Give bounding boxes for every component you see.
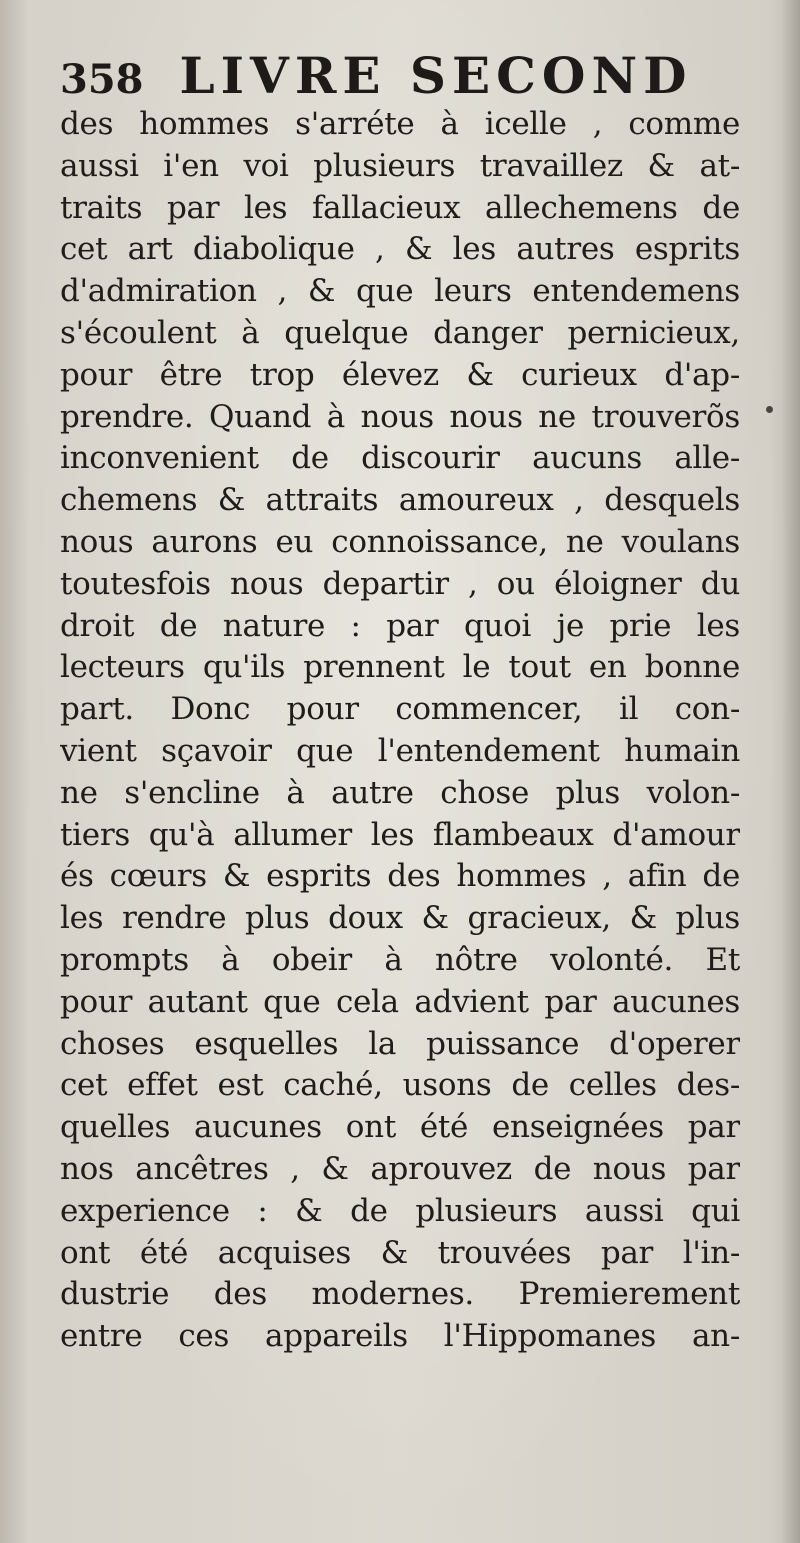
text-line: vient sçavoir que l'entendement humain: [60, 732, 740, 769]
text-line: ont été acquises & trouvées par l'in-: [60, 1234, 740, 1271]
text-line: dustrie des modernes. Premierement: [60, 1276, 740, 1313]
text-line: cet art diabolique , & les autres esprits: [60, 231, 740, 268]
page-number: 358: [60, 56, 144, 103]
page-edge-shadow: [782, 0, 800, 1543]
text-line: quelles aucunes ont été enseignées par: [60, 1109, 740, 1146]
text-line: ne s'encline à autre chose plus volon-: [60, 774, 740, 811]
text-line: nos ancêtres , & aprouvez de nous par: [60, 1150, 740, 1187]
text-line: part. Donc pour commencer, il con-: [60, 691, 740, 728]
text-line: des hommes s'arréte à icelle , comme: [60, 106, 740, 142]
text-line: prompts à obeir à nôtre volonté. Et: [60, 941, 740, 978]
body-text: [60, 104, 740, 1358]
text-line: droit de nature : par quoi je prie les: [60, 607, 740, 644]
text-line: pour autant que cela advient par aucunes: [60, 983, 740, 1020]
text-line: les rendre plus doux & gracieux, & plus: [60, 900, 740, 937]
text-line: inconvenient de discourir aucuns alle-: [60, 440, 740, 477]
text-line: prendre. Quand à nous nous ne trouverõs: [60, 398, 740, 435]
text-line: aussi i'en voi plusieurs travaillez & at-: [60, 147, 740, 184]
ink-speck: [766, 406, 773, 413]
text-line: cet effet est caché, usons de celles des-: [60, 1067, 740, 1104]
text-line: s'écoulent à quelque danger pernicieux,: [60, 314, 740, 351]
text-line: pour être trop élevez & curieux d'ap-: [60, 356, 740, 393]
text-line: tiers qu'à allumer les flambeaux d'amour: [60, 816, 740, 853]
running-title: LIVRE SECOND: [179, 46, 693, 105]
text-line: nous aurons eu connoissance, ne voulans: [60, 523, 740, 560]
text-line: lecteurs qu'ils prennent le tout en bonne: [60, 649, 740, 686]
text-line: toutesfois nous departir , ou éloigner du: [60, 565, 740, 602]
text-line: entre ces appareils l'Hippomanes an-: [60, 1318, 740, 1355]
text-line: traits par les fallacieux allechemens de: [60, 189, 740, 226]
page-header: [60, 46, 740, 108]
text-line: experience : & de plusieurs aussi qui: [60, 1192, 740, 1229]
text-line: és cœurs & esprits des hommes , afin de: [60, 858, 740, 895]
text-line: d'admiration , & que leurs entendemens: [60, 273, 740, 310]
text-line: chemens & attraits amoureux , desquels: [60, 482, 740, 519]
text-line: choses esquelles la puissance d'operer: [60, 1025, 740, 1062]
